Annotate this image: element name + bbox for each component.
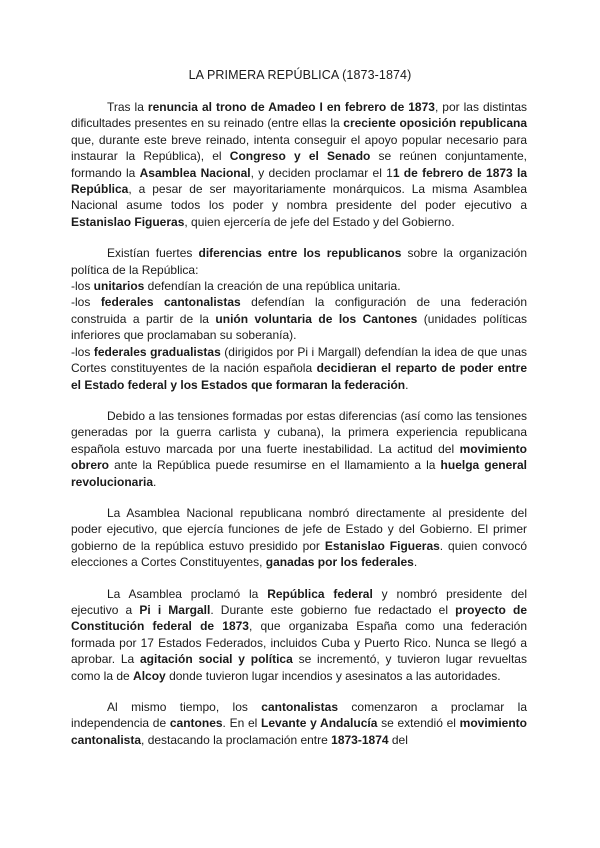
paragraph-differences — [71, 245, 527, 278]
paragraph-tensions — [71, 408, 527, 490]
bold-text: agitación social y política — [139, 652, 293, 667]
list-item-cantonalistas — [71, 294, 527, 343]
text: -los — [71, 279, 94, 294]
page-title: LA PRIMERA REPÚBLICA (1873-1874) — [188, 68, 412, 82]
bold-text: Estanislao Figueras — [71, 214, 185, 229]
text: defendían la configuración de una federación construida a partir de la — [71, 295, 528, 326]
text: . — [405, 377, 409, 392]
bold-text: Pi i Margall — [139, 602, 211, 617]
text: , a pesar de ser mayoritariamente monárquicos. La misma Asamblea Nacional asume todos los poder y nombra presidente del poder ejecutivo a — [71, 182, 527, 213]
text: se reúnen conjuntamente, formando la — [71, 149, 528, 180]
bold-text: federales cantonalistas — [100, 295, 241, 310]
paragraph-cantonalism — [71, 699, 527, 748]
text: (dirigidos por Pi i Margall) defendían la idea de que unas Cortes constituyentes de la nación española — [71, 344, 528, 376]
text: -los — [71, 344, 94, 359]
bold-text: Estanislao Figueras — [324, 538, 440, 553]
text: comenzaron a proclamar la independencia de — [71, 700, 527, 731]
text: defendían la creación de una república unitaria. — [144, 279, 401, 294]
bold-text: República federal — [267, 586, 373, 601]
text: se incrementó, y tuvieron lugar revueltas como la de — [71, 652, 527, 683]
text: y nombró presidente del ejecutivo a — [71, 586, 528, 617]
bold-text: Alcoy — [133, 668, 166, 683]
text: que, durante este breve reinado, intenta conseguir el apoyo popular necesario para instaurar la República), el — [71, 132, 527, 164]
bold-text: unión voluntaria de los Cantones — [215, 311, 418, 326]
bold-text: renuncia al trono de Amadeo I en febrero de 1873 — [147, 100, 435, 114]
bold-text: 1873-1874 — [331, 732, 389, 747]
text: del — [388, 732, 408, 747]
bold-text: proyecto de Constitución federal de 1873 — [71, 602, 528, 634]
bold-text: ganadas por los federales — [265, 555, 414, 570]
text: , por las distintas dificultades presentes en su reinado (entre ellas la — [71, 100, 528, 131]
text: La Asamblea Nacional republicana nombró directamente al presidente del poder ejecutivo, que ejercía funciones de jefe de Estado y del Gobierno. El primer gobierno de la república estuvo presidido por — [71, 505, 527, 553]
bold-text: Asamblea Nacional — [139, 165, 251, 180]
bold-text: unitarios — [93, 279, 145, 294]
list-item-gradualistas — [71, 344, 527, 393]
bold-text: federales gradualistas — [93, 344, 221, 359]
text: (unidades políticas inferiores que proclamaban su soberanía). — [71, 311, 527, 343]
text: Existían fuertes — [107, 246, 199, 261]
text: Debido a las tensiones formadas por estas diferencias (así como las tensiones generadas por la guerra carlista y cubana), la primera experiencia republicana española estuvo marcada por una fuerte inestabilidad. La actitud del — [71, 408, 527, 456]
text: se extendió el — [377, 716, 460, 731]
text: -los — [71, 295, 101, 310]
list-item-unitarios — [71, 278, 527, 294]
text: . — [153, 474, 157, 489]
text: ante la República puede resumirse en el llamamiento a la — [109, 458, 441, 473]
text: Al mismo tiempo, los — [107, 700, 262, 714]
paragraph-intro — [71, 99, 527, 230]
bold-text: cantones — [169, 716, 223, 731]
text: , quien ejercería de jefe del Estado y del Gobierno. — [184, 214, 455, 229]
text: . quien convocó elecciones a Cortes Constituyentes, — [71, 538, 528, 570]
text: sobre la organización política de la República: — [71, 246, 528, 277]
text: , destacando la proclamación entre — [141, 732, 332, 747]
bold-text: 1 de febrero de 1873 la República — [71, 165, 528, 197]
text: donde tuvieron lugar incendios y asesinatos a las autoridades. — [165, 668, 501, 683]
bold-text: movimiento cantonalista — [71, 716, 527, 747]
text: , y deciden proclamar el 1 — [250, 165, 393, 180]
text: Tras la — [107, 100, 148, 114]
bold-text: decidieran el reparto de poder entre el Estado federal y los Estados que formaran la federación — [71, 361, 527, 392]
paragraph-assembly — [71, 505, 527, 571]
bold-text: Levante y Andalucía — [261, 716, 378, 731]
bold-text: huelga general revolucionaria — [71, 458, 527, 489]
bold-text: cantonalistas — [261, 700, 338, 714]
bold-text: Congreso y el Senado — [229, 149, 371, 164]
bold-text: diferencias entre los republicanos — [198, 246, 402, 261]
text: . Durante este gobierno fue redactado el — [210, 602, 456, 617]
bold-text: creciente oposición republicana — [343, 116, 528, 131]
text: . — [413, 555, 418, 570]
text: , que organizaba España como una federación formada por 17 Estados Federados, incluidos Cuba y Puerto Rico. Nunca se llegó a aprobar. La — [71, 619, 527, 667]
text: La Asamblea proclamó la — [107, 586, 268, 601]
text: . En el — [222, 716, 262, 731]
paragraph-federal-republic — [71, 586, 527, 684]
document-body — [71, 99, 527, 748]
bold-text: movimiento obrero — [71, 441, 527, 473]
